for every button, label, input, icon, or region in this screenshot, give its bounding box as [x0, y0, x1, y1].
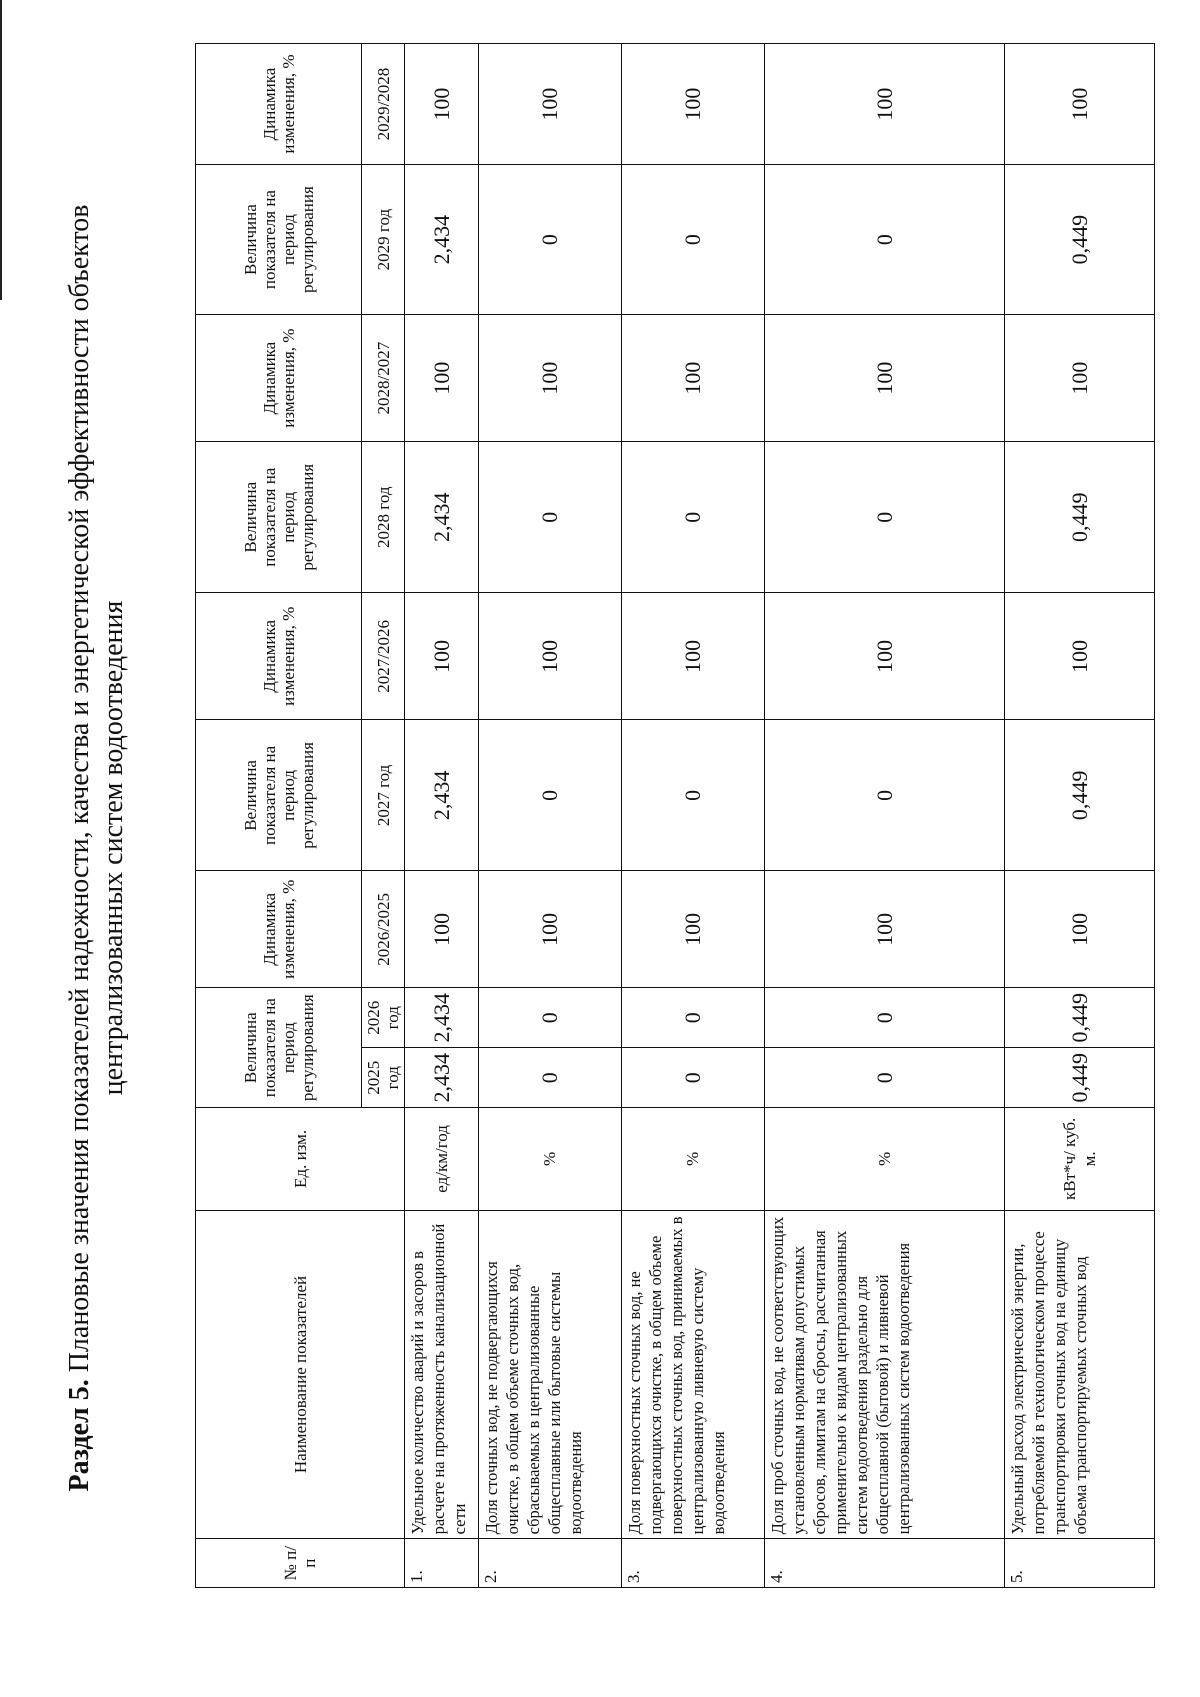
- dynamics-2026: 100: [405, 871, 479, 988]
- row-number: 4.: [765, 1539, 1005, 1588]
- header-dynamics-2029: Динамика изменения, %: [196, 44, 362, 165]
- value-2027: 0: [479, 720, 622, 871]
- value-2025: 2,434: [405, 1048, 479, 1108]
- value-2025: 0,449: [1005, 1048, 1155, 1108]
- table-row: [765, 44, 1005, 1588]
- title-line-1: [63, 23, 97, 1673]
- value-2029: 0: [479, 165, 622, 315]
- table-row: [1005, 44, 1155, 1588]
- dynamics-2029: 100: [622, 44, 765, 165]
- value-2026: 2,434: [405, 988, 479, 1048]
- value-2027: 0: [622, 720, 765, 871]
- dynamics-2028: 100: [765, 315, 1005, 442]
- dynamics-2028: 100: [405, 315, 479, 442]
- subheader-2027-2026: 2027/2026: [362, 593, 405, 720]
- value-2025: 0: [479, 1048, 622, 1108]
- dynamics-2029: 100: [405, 44, 479, 165]
- unit-cell: %: [622, 1108, 765, 1210]
- subheader-2029-2028: 2029/2028: [362, 44, 405, 165]
- scan-edge-mark: [0, 0, 2, 300]
- dynamics-2027: 100: [1005, 593, 1155, 720]
- subheader-2026-2025: 2026/2025: [362, 871, 405, 988]
- table-row: [622, 44, 765, 1588]
- subheader-2026: 2026 год: [362, 988, 405, 1048]
- header-num: № п/п: [196, 1539, 405, 1588]
- subheader-2028-2027: 2028/2027: [362, 315, 405, 442]
- table-row: [479, 44, 622, 1588]
- row-number: 1.: [405, 1539, 479, 1588]
- indicator-name: Удельный расход электрической энергии, потребляемой в технологическом процессе транспортировки сточных вод на единицу объема транспортируемых сточных вод: [1005, 1210, 1155, 1539]
- value-2028: 0,449: [1005, 442, 1155, 593]
- dynamics-2027: 100: [765, 593, 1005, 720]
- title-line-2: централизованных систем водоотведения: [98, 600, 129, 1096]
- value-2025: 0: [765, 1048, 1005, 1108]
- indicator-name: Удельное количество аварий и засоров в расчете на протяженность канализационной сети: [405, 1210, 479, 1539]
- header-unit: Ед. изм.: [196, 1108, 405, 1210]
- value-2028: 0: [622, 442, 765, 593]
- header-dynamics-2027: Динамика изменения, %: [196, 593, 362, 720]
- value-2025: 0: [622, 1048, 765, 1108]
- row-number: 3.: [622, 1539, 765, 1588]
- unit-cell: ед/км/год: [405, 1108, 479, 1210]
- dynamics-2026: 100: [622, 871, 765, 988]
- value-2029: 0: [765, 165, 1005, 315]
- value-2027: 2,434: [405, 720, 479, 871]
- header-value-2027: Величина показателя на период регулирования: [196, 720, 362, 871]
- dynamics-2028: 100: [622, 315, 765, 442]
- header-name: Наименование показателей: [196, 1210, 405, 1539]
- dynamics-2028: 100: [1005, 315, 1155, 442]
- rotated-page: [45, 23, 1155, 1673]
- indicator-name: Доля сточных вод, не подвергающихся очистке, в общем объеме сточных вод, сбрасываемых в централизованные общесплавные или бытовые системы водоотведения: [479, 1210, 622, 1539]
- indicator-name: Доля проб сточных вод, не соответствующих установленным нормативам допустимых сбросов, лимитам на сбросы, рассчитанная применительно к видам централизованных систем водоотведения раздельно для общесплавной (бытовой) и ливневой централизованных систем водоотведения: [765, 1210, 1005, 1539]
- section-title: [63, 23, 131, 1673]
- unit-cell: кВт*ч/ куб. м.: [1005, 1108, 1155, 1210]
- dynamics-2029: 100: [1005, 44, 1155, 165]
- value-2027: 0,449: [1005, 720, 1155, 871]
- title-text: Плановые значения показателей надежности, качества и энергетической эффективности объектов: [64, 204, 95, 1373]
- value-2028: 2,434: [405, 442, 479, 593]
- subheader-2027: 2027 год: [362, 720, 405, 871]
- header-value-2028: Величина показателя на период регулирования: [196, 442, 362, 593]
- table-row: [405, 44, 479, 1588]
- indicator-name: Доля поверхностных сточных вод, не подвергающихся очистке, в общем объеме поверхностных сточных вод, принимаемых в централизованную ливневую систему водоотведения: [622, 1210, 765, 1539]
- value-2027: 0: [765, 720, 1005, 871]
- dynamics-2027: 100: [479, 593, 622, 720]
- value-2029: 0,449: [1005, 165, 1155, 315]
- dynamics-2029: 100: [765, 44, 1005, 165]
- dynamics-2029: 100: [479, 44, 622, 165]
- dynamics-2027: 100: [622, 593, 765, 720]
- value-2026: 0: [479, 988, 622, 1048]
- value-2029: 2,434: [405, 165, 479, 315]
- unit-cell: %: [479, 1108, 622, 1210]
- header-row: [196, 44, 362, 1588]
- header-value-2029: Величина показателя на период регулирования: [196, 165, 362, 315]
- header-value-2025-2026: Величина показателя на период регулирования: [196, 988, 362, 1108]
- value-2028: 0: [479, 442, 622, 593]
- unit-cell: %: [765, 1108, 1005, 1210]
- dynamics-2026: 100: [765, 871, 1005, 988]
- section-number: Раздел 5.: [64, 1379, 95, 1492]
- dynamics-2026: 100: [1005, 871, 1155, 988]
- value-2026: 0: [622, 988, 765, 1048]
- indicators-table: [195, 43, 1155, 1588]
- value-2029: 0: [622, 165, 765, 315]
- header-dynamics-2028: Динамика изменения, %: [196, 315, 362, 442]
- header-dynamics-2026: Динамика изменения, %: [196, 871, 362, 988]
- value-2026: 0,449: [1005, 988, 1155, 1048]
- dynamics-2028: 100: [479, 315, 622, 442]
- row-number: 2.: [479, 1539, 622, 1588]
- subheader-2025: 2025 год: [362, 1048, 405, 1108]
- row-number: 5.: [1005, 1539, 1155, 1588]
- subheader-2028: 2028 год: [362, 442, 405, 593]
- subheader-2029: 2029 год: [362, 165, 405, 315]
- dynamics-2027: 100: [405, 593, 479, 720]
- value-2026: 0: [765, 988, 1005, 1048]
- dynamics-2026: 100: [479, 871, 622, 988]
- value-2028: 0: [765, 442, 1005, 593]
